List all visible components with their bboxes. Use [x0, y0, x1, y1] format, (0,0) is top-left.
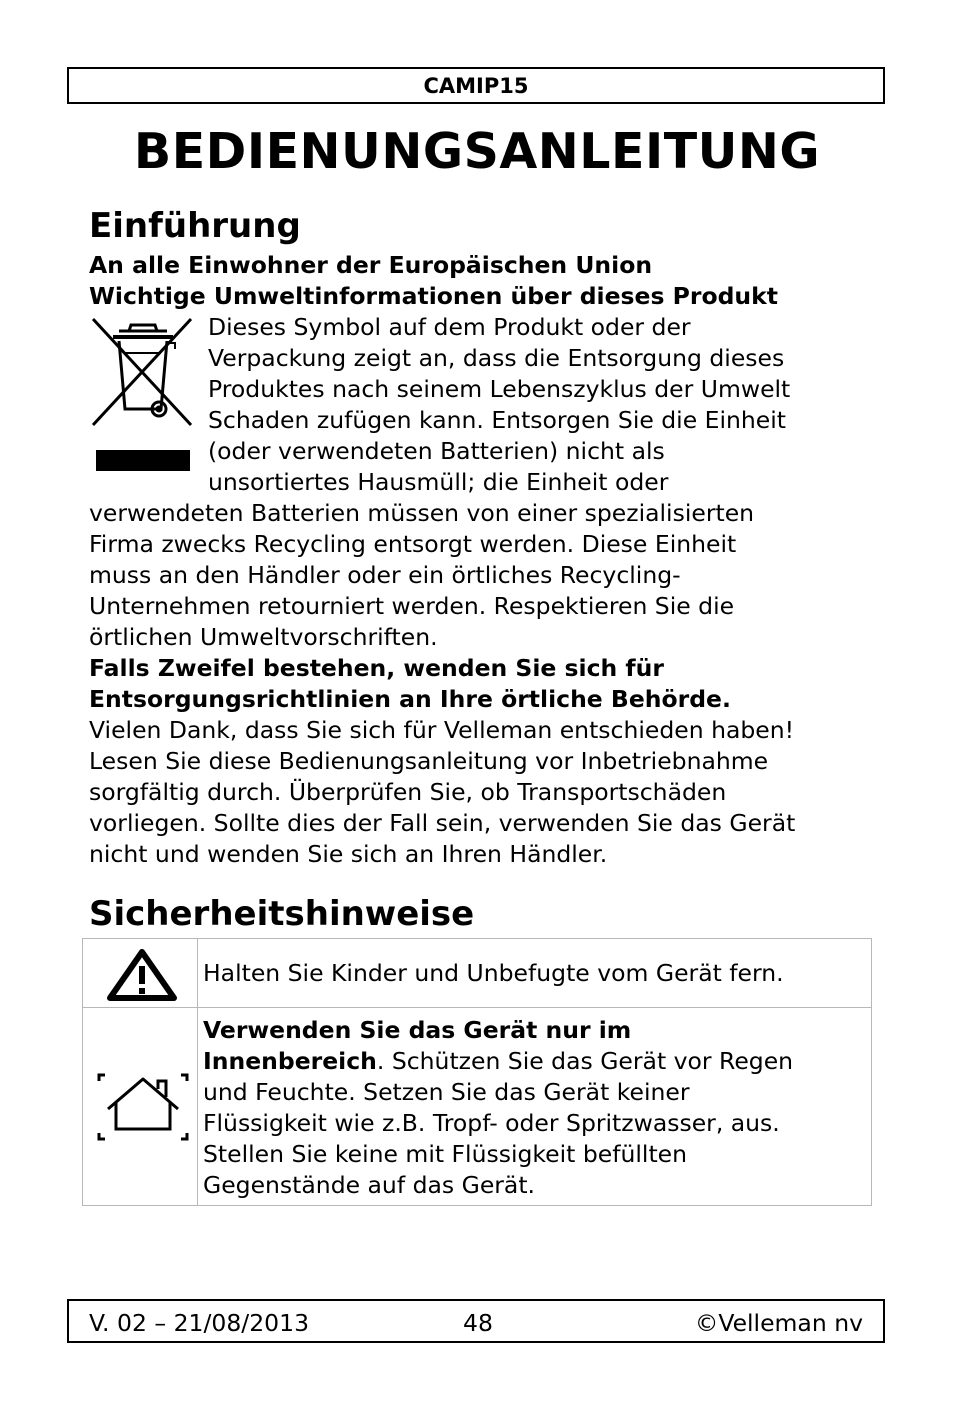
footer-copyright: ©Velleman nv	[694, 1309, 863, 1337]
warning-triangle-icon	[106, 948, 178, 1002]
header-model: CAMIP15	[67, 67, 885, 104]
intro-text-line: muss an den Händler oder ein örtliches Recycling-	[89, 561, 681, 589]
safety-text-indoor-bold: Verwenden Sie das Gerät nur im	[203, 1016, 632, 1044]
safety-text-indoor-rest: . Schützen Sie das Gerät vor Regen	[376, 1047, 794, 1075]
indoor-house-icon	[96, 1071, 190, 1143]
safety-text-indoor-line: Gegenstände auf das Gerät.	[203, 1171, 536, 1199]
intro-text-line: verwendeten Batterien müssen von einer spezialisierten	[89, 499, 755, 527]
document-title: BEDIENUNGSANLEITUNG	[133, 123, 821, 180]
intro-text-line: Produktes nach seinem Lebenszyklus der Umwelt	[208, 375, 791, 403]
doubt-text-line: Falls Zweifel bestehen, wenden Sie sich für	[89, 654, 664, 682]
footer-version: V. 02 – 21/08/2013	[89, 1309, 310, 1337]
page-footer	[67, 1299, 885, 1343]
intro-text-line: (oder verwendeten Batterien) nicht als	[208, 437, 665, 465]
safety-text-indoor-line2	[203, 1046, 793, 1077]
thanks-text-line: sorgfältig durch. Überprüfen Sie, ob Transportschäden	[89, 778, 727, 806]
thanks-text-line: Vielen Dank, dass Sie sich für Velleman entschieden haben!	[89, 716, 795, 744]
weee-crossed-bin-icon	[89, 313, 195, 479]
thanks-text-line: nicht und wenden Sie sich an Ihren Händler.	[89, 840, 608, 868]
safety-text-indoor-line: Flüssigkeit wie z.B. Tropf- oder Spritzwasser, aus.	[203, 1109, 780, 1137]
intro-text-line: Dieses Symbol auf dem Produkt oder der	[208, 313, 691, 341]
thanks-text-line: vorliegen. Sollte dies der Fall sein, verwenden Sie das Gerät	[89, 809, 796, 837]
safety-text-indoor-line: Stellen Sie keine mit Flüssigkeit befüllten	[203, 1140, 688, 1168]
safety-text-indoor-bold2: Innenbereich	[203, 1047, 377, 1075]
intro-text-line: Verpackung zeigt an, dass die Entsorgung dieses	[208, 344, 785, 372]
intro-subheading-eu: An alle Einwohner der Europäischen Union	[89, 251, 653, 279]
safety-text-children: Halten Sie Kinder und Unbefugte vom Gerät fern.	[203, 959, 784, 987]
intro-heading: Einführung	[89, 206, 301, 246]
intro-text-line: Schaden zufügen kann. Entsorgen Sie die Einheit	[208, 406, 787, 434]
safety-text-indoor-line: und Feuchte. Setzen Sie das Gerät keiner	[203, 1078, 690, 1106]
doubt-text-line: Entsorgungsrichtlinien an Ihre örtliche Behörde.	[89, 685, 731, 713]
intro-subheading-env: Wichtige Umweltinformationen über dieses Produkt	[89, 282, 779, 310]
intro-text-line: örtlichen Umweltvorschriften.	[89, 623, 438, 651]
intro-text-line: Firma zwecks Recycling entsorgt werden. Diese Einheit	[89, 530, 737, 558]
thanks-text-line: Lesen Sie diese Bedienungsanleitung vor Inbetriebnahme	[89, 747, 769, 775]
intro-text-line: unsortiertes Hausmüll; die Einheit oder	[208, 468, 669, 496]
safety-heading: Sicherheitshinweise	[89, 894, 475, 934]
footer-page-number: 48	[463, 1309, 493, 1337]
safety-table	[82, 938, 872, 1206]
intro-text-line: Unternehmen retourniert werden. Respektieren Sie die	[89, 592, 735, 620]
